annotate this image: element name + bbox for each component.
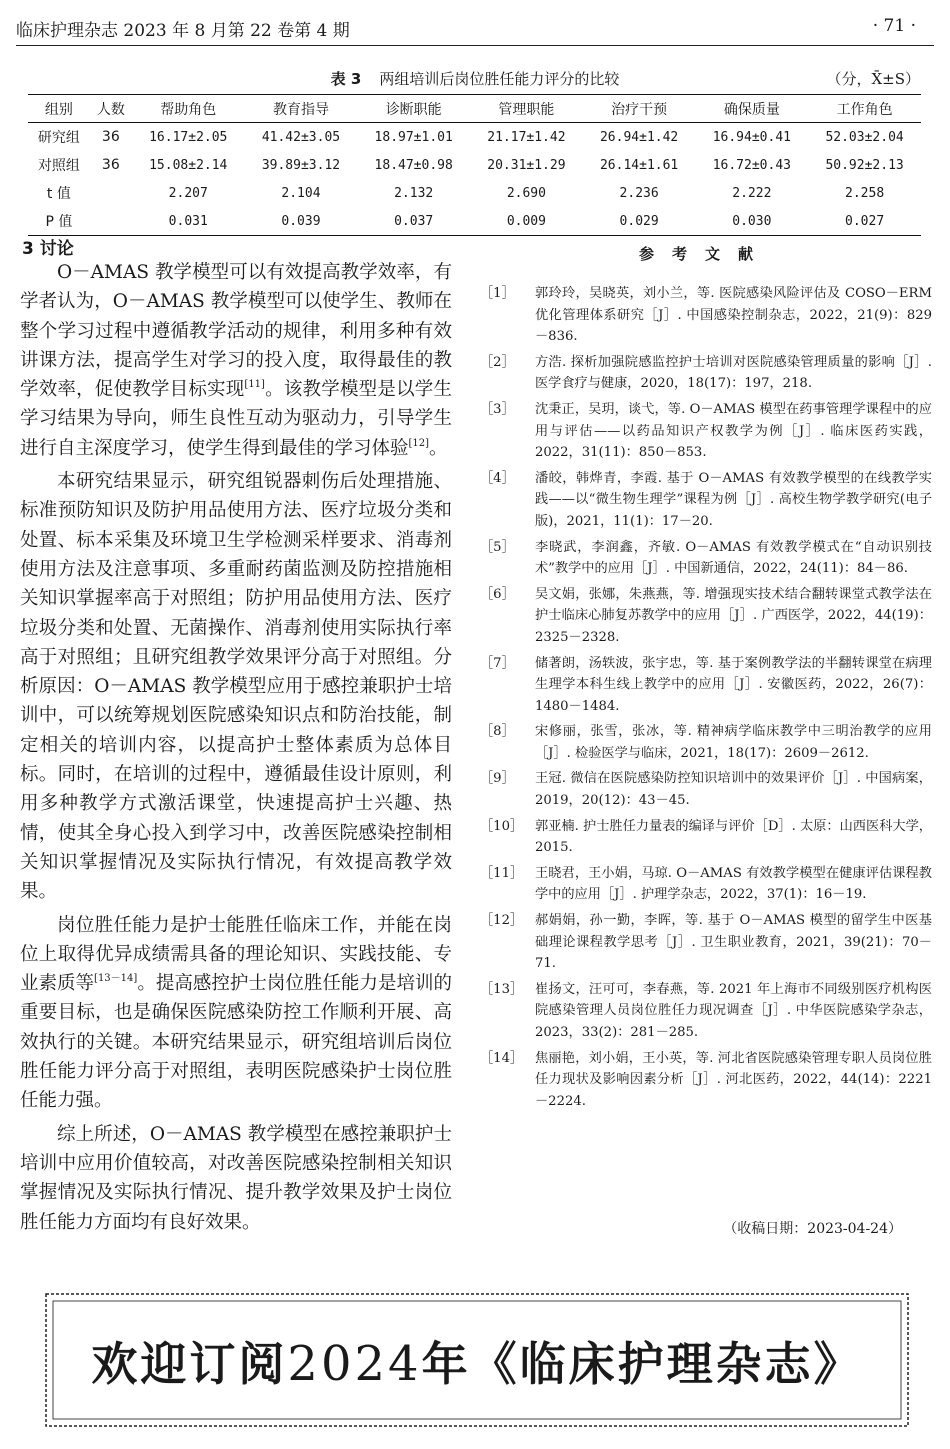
discussion-body [20,258,452,1237]
reference-text: 宋修丽，张雪，张冰，等. 精神病学临床教学中三明治教学的应用［J］. 检验医学与临床，2021，18(17)：2609－2612. [535,724,932,761]
reference-item [480,283,932,348]
reference-number: ［7］ [480,655,515,671]
reference-text: 方浩. 探析加强院感监控护士培训对医院感染管理质量的影响［J］. 医学食疗与健康，2020，18(17)：197，218. [535,354,932,392]
reference-number: ［13］ [480,981,524,997]
table-cell: P 值 [28,207,90,236]
table-cell: 0.009 [470,207,583,236]
table-cell: 52.03±2.04 [825,129,904,145]
table-cell: 0.039 [245,207,358,236]
table-cell: 2.236 [619,185,659,201]
reference-number: ［2］ [480,354,515,370]
reference-list [480,283,932,1116]
table-title [16,68,934,89]
reference-item [480,399,932,464]
table-title-text: 两组培训后岗位胜任能力评分的比较 [379,70,620,88]
reference-text: 潘皎，韩烨青，李霞. 基于 O－AMAS 有效教学模型的在线教学实践——以“微生物生理学”课程为例［J］. 高校生物学教学研究(电子版)，2021，11(1)：17－20. [535,470,932,529]
reference-item [480,863,932,906]
reference-item [480,816,932,859]
table-cell: 研究组 [37,130,80,146]
table-cell: 0.037 [357,207,470,236]
table-cell: 20.31±1.29 [487,157,566,173]
table-cell: 16.72±0.43 [712,157,791,173]
reference-number: ［5］ [480,539,515,555]
table-cell: 18.47±0.98 [374,157,453,173]
column-header: 诊断职能 [357,95,470,123]
table-row [28,179,921,207]
reference-number: ［6］ [480,586,515,602]
reference-item [480,768,932,811]
banner-year: 2024 [287,1336,422,1392]
reference-text: 郝娟娟，孙一勤，李晖，等. 基于 O－AMAS 模型的留学生中医基础理论课程教学思考［J］. 卫生职业教育，2021，39(21)：70－71. [535,913,932,972]
reference-text: 王冠. 微信在医院感染防控知识培训中的效果评价［J］. 中国病案，2019，20(12)：43－45. [535,771,932,809]
table-cell: 15.08±2.14 [149,157,228,173]
table-cell: 16.17±2.05 [149,129,228,145]
reference-item [480,584,932,649]
reference-item [480,537,932,580]
banner-text [42,1328,912,1394]
table-cell: 2.222 [732,185,772,201]
column-header: 管理职能 [470,95,583,123]
reference-item [480,352,932,395]
reference-number: ［14］ [480,1050,524,1066]
table-cell: 0.027 [808,207,921,236]
reference-number: ［4］ [480,470,515,486]
section-heading: 3 讨论 [22,239,74,259]
references-heading: 参考文献 [638,245,771,263]
table-cell: 2.207 [168,185,208,201]
reference-item [480,721,932,764]
table-cell: 2.132 [394,185,434,201]
journal-issue-header: 临床护理杂志 2023 年 8 月第 22 卷第 4 期 [16,21,350,41]
text-run: 。提高感控护士岗位胜任能力是培训的重要目标，也是确保医院感染防控工作顺利开展、高效执行的关键。本研究结果显示，研究组培训后岗位胜任能力评分高于对照组，表明医院感染护士岗位胜任能力强。 [20,973,452,1112]
reference-item [480,653,932,718]
text-run: 岗位胜任能力是护士能胜任临床工作，并能在岗位上取得优异成绩需具备的理论知识、实践技能、专业素质等 [20,914,452,995]
reference-number: ［8］ [480,724,515,740]
column-header: 教育指导 [245,95,358,123]
table-row [28,151,921,179]
paragraph [20,911,452,1116]
text-run: 。该教学模型是以学生学习结果为导向，师生良性互动为驱动力，引导学生进行自主深度学习，使学生得到最佳的学习体验 [20,379,452,459]
table-row [28,123,921,152]
table-cell: 2.690 [506,185,546,201]
table-cell: 36 [101,129,120,145]
table-cell: 50.92±2.13 [825,157,904,173]
table-cell: 0.031 [132,207,245,236]
paragraph: 本研究结果显示，研究组锐器刺伤后处理措施、标准预防知识及防护用品使用方法、医疗垃圾分类和处置、标本采集及环境卫生学检测采样要求、消毒剂使用方法及注意事项、多重耐药菌监测及防控措施相关知识掌握率高于对照组；防护用品使用方法、医疗垃圾分类和处置、无菌操作、消毒剂使用实际执行率高于对照组；且研究组教学效果评分高于对照组。分析原因：O－AMAS 教学模型应用于感控兼职护士培训中，可以统筹规划医院感染知识点和防治技能，制定相关的培训内容，以提高护士整体素质为总体目标。同时，在培训的过程中，遵循最佳设计原则，利用多种教学方式激活课堂，快速提高护士兴趣、热情，使其全身心投入到学习中，改善医院感染控制相关知识掌握情况及实际执行情况，有效提高教学效果。 [20,471,452,903]
banner-prefix: 欢迎订阅 [91,1337,288,1391]
column-header: 治疗干预 [583,95,696,123]
reference-text: 崔扬文，汪可可，李春燕，等. 2021 年上海市不同级别医疗机构医院感染管理人员岗位胜任力现况调查［J］. 中华医院感染学杂志，2023，33(2)：281－285. [535,981,932,1040]
subscription-banner [42,1290,912,1430]
table-cell: 18.97±1.01 [374,129,453,145]
reference-item [480,979,932,1044]
table-cell: 36 [101,157,120,173]
paragraph: 综上所述，O－AMAS 教学模型在感控兼职护士培训中应用价值较高，对改善医院感染控制相关知识掌握情况及实际执行情况、提升教学效果及护士岗位胜任能力方面均有良好效果。 [20,1123,452,1233]
reference-item [480,1048,932,1113]
reference-number: ［9］ [480,771,515,787]
table-cell [90,207,132,236]
reference-number: ［10］ [480,818,524,834]
results-table [28,94,921,236]
received-date: （收稿日期：2023-04-24） [723,1221,902,1237]
table-cell: 26.94±1.42 [599,129,679,145]
table-cell: t 值 [46,186,71,202]
column-header: 确保质量 [695,95,808,123]
page-number: · 71 · [872,16,916,36]
table-cell: 0.029 [583,207,696,236]
table-cell [90,179,132,207]
citation: [11] [244,379,265,391]
reference-text: 郭亚楠. 护士胜任力量表的编译与评价［D］. 太原：山西医科大学，2015. [535,818,932,856]
reference-number: ［3］ [480,401,515,417]
reference-item [480,910,932,975]
table-row [28,207,921,236]
header-divider [16,45,934,46]
reference-text: 储著朗，汤轶波，张宇忠，等. 基于案例教学法的半翻转课堂在病理生理学本科生线上教学中的应用［J］. 安徽医药，2022，26(7)：1480－1484. [535,655,932,714]
reference-text: 焦丽艳，刘小娟，王小英，等. 河北省医院感染管理专职人员岗位胜任力现状及影响因素分析［J］. 河北医药，2022，44(14)：2221－2224. [535,1050,932,1109]
reference-text: 李晓武，李润鑫，齐敏. O－AMAS 有效教学模式在“自动识别技术”教学中的应用［J］. 中国新通信，2022，24(11)：84－86. [535,539,932,577]
table-cell: 21.17±1.42 [487,129,566,145]
table-cell: 2.258 [845,185,885,201]
table-cell: 41.42±3.05 [261,129,341,145]
citation: [12] [408,437,430,449]
reference-text: 郭玲玲，吴晓英，刘小兰，等. 医院感染风险评估及 COSO－ERM 优化管理体系研究［J］. 中国感染控制杂志，2022，21(9)：829－836. [535,286,932,345]
reference-number: ［11］ [480,865,524,881]
paragraph [20,258,452,463]
table-cell: 2.104 [281,185,321,201]
reference-text: 吴文娟，张娜，朱燕燕，等. 增强现实技术结合翻转课堂式教学法在护士临床心肺复苏教学中的应用［J］. 广西医学，2022，44(19)：2325－2328. [535,586,932,645]
column-header: 人数 [90,95,132,123]
column-header: 帮助角色 [132,95,245,123]
reference-text: 沈秉正，吴玥，谈弋，等. O－AMAS 模型在药事管理学课程中的应用与评估——以药品知识产权教学为例［J］. 临床医药实践，2022，31(11)：850－853. [535,401,932,461]
table-header-row [28,95,921,123]
column-header: 工作角色 [808,95,921,123]
table-unit: （分，X̄±S） [826,70,920,88]
banner-suffix: 年《临床护理杂志》 [421,1337,863,1391]
table-cell: 0.030 [695,207,808,236]
text-run: O－AMAS 教学模型可以有效提高教学效率，有学者认为，O－AMAS 教学模型可以使学生、教师在整个学习过程中遵循教学活动的规律，利用多种有效讲课方法，提高学生对学习的投入度，取得最佳的教学效率，促使教学目标实现 [20,262,452,401]
reference-number: ［1］ [480,286,515,301]
table-cell: 对照组 [37,158,80,174]
table-cell: 26.14±1.61 [599,157,679,173]
reference-number: ［12］ [480,913,524,929]
table-caption [16,68,934,90]
reference-text: 王晓君，王小娟，马琼. O－AMAS 有效教学模型在健康评估课程教学中的应用［J］. 护理学杂志，2022，37(1)：16－19. [535,865,932,903]
table-cell: 39.89±3.12 [261,157,341,173]
citation: [13－14] [94,973,138,985]
column-header: 组别 [28,95,90,123]
reference-item [480,468,932,533]
text-run: 。 [429,437,448,459]
table-label: 表 3 [330,70,362,88]
table-cell: 16.94±0.41 [712,129,791,145]
